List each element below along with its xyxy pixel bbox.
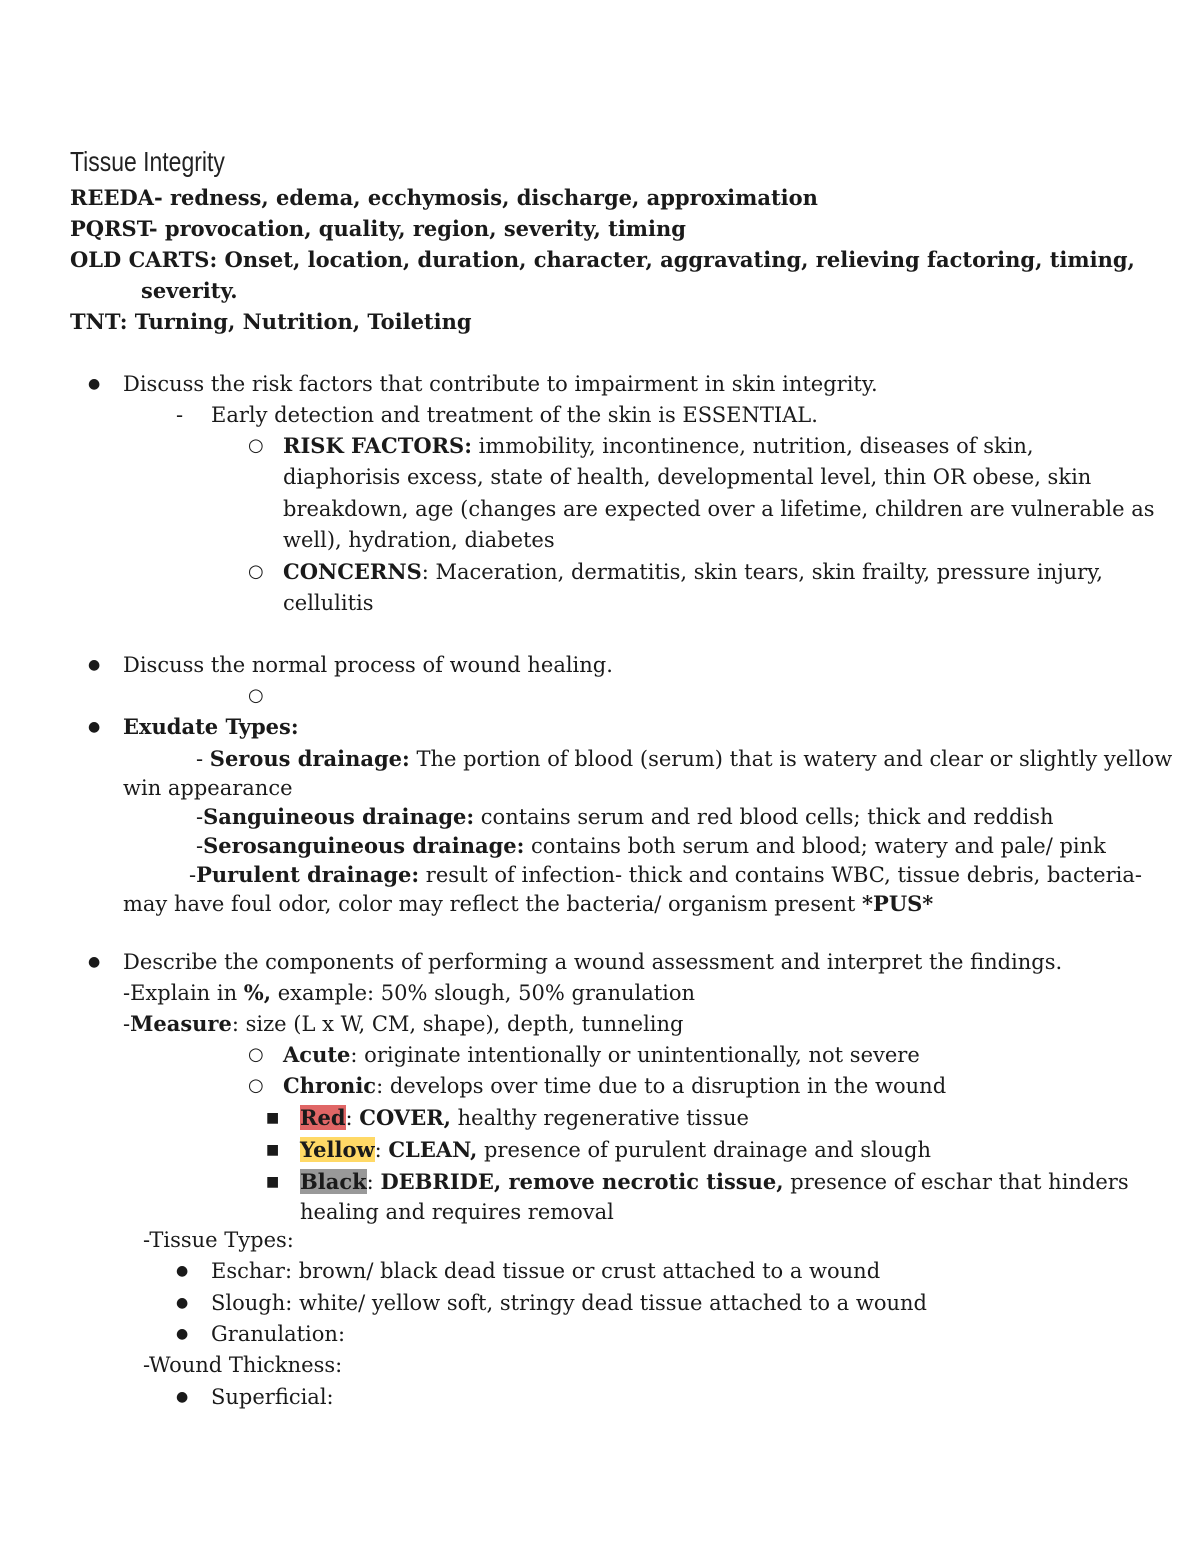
yellow-line xyxy=(300,1137,931,1163)
measure-prefix: - xyxy=(123,1012,131,1036)
black-action: DEBRIDE, remove necrotic tissue, xyxy=(380,1169,784,1194)
wound-thickness-heading: -Wound Thickness: xyxy=(143,1353,343,1377)
purulent-label: Purulent drainage: xyxy=(196,862,420,887)
bullet-icon: ● xyxy=(176,1326,189,1342)
purulent-line-2 xyxy=(123,891,933,917)
sanguineous-line xyxy=(196,804,1054,830)
square-bullet-icon: ■ xyxy=(266,1142,280,1158)
percent-label: %, xyxy=(243,980,272,1005)
concerns-line xyxy=(283,559,1103,585)
square-bullet-icon: ■ xyxy=(266,1174,280,1190)
chronic-line xyxy=(283,1073,946,1099)
square-bullet-icon: ■ xyxy=(266,1110,280,1126)
sanguineous-label: Sanguineous drainage: xyxy=(203,804,475,829)
risk-factors-text: immobility, incontinence, nutrition, diseases of skin, xyxy=(471,434,1034,458)
concerns-text: : Maceration, dermatitis, skin tears, skin frailty, pressure injury, xyxy=(421,560,1103,584)
bullet-icon: ● xyxy=(88,719,101,735)
black-sep: : xyxy=(366,1170,381,1194)
risk-factors-line xyxy=(283,433,1034,459)
red-highlight-label: Red xyxy=(300,1105,346,1130)
acute-text: : originate intentionally or unintentionally, not severe xyxy=(350,1043,920,1067)
circle-bullet-icon: ○ xyxy=(248,1044,264,1065)
acute-line xyxy=(283,1042,920,1068)
bullet-icon: ● xyxy=(176,1389,189,1405)
risk-factors-label: RISK FACTORS: xyxy=(283,433,472,458)
black-text: presence of eschar that hinders xyxy=(783,1170,1129,1194)
yellow-sep: : xyxy=(374,1138,389,1162)
circle-bullet-icon: ○ xyxy=(248,435,264,456)
measure-label: Measure xyxy=(130,1011,232,1036)
purulent-text-2: may have foul odor, color may reflect the bacteria/ organism present xyxy=(123,892,863,916)
serosanguineous-line xyxy=(196,833,1106,859)
bullet-icon: ● xyxy=(88,376,101,392)
measure-line xyxy=(123,1011,683,1037)
serosanguineous-text: contains both serum and blood; watery and pale/ pink xyxy=(524,834,1106,858)
black-highlight-label: Black xyxy=(300,1169,367,1194)
assessment-bullet-text: Describe the components of performing a wound assessment and interpret the findings. xyxy=(123,950,1063,974)
exudate-heading: Exudate Types: xyxy=(123,714,299,739)
black-line xyxy=(300,1169,1129,1195)
early-detection-text: Early detection and treatment of the skin is ESSENTIAL. xyxy=(211,403,818,427)
dash-marker: - xyxy=(176,403,184,427)
chronic-text: : develops over time due to a disruption in the wound xyxy=(376,1074,947,1098)
bullet-icon: ● xyxy=(176,1263,189,1279)
bullet-icon: ● xyxy=(88,657,101,673)
red-text: healthy regenerative tissue xyxy=(450,1106,749,1130)
serous-line-2: win appearance xyxy=(123,776,293,800)
chronic-label: Chronic xyxy=(283,1073,377,1098)
sanguineous-text: contains serum and red blood cells; thick and reddish xyxy=(474,805,1054,829)
bullet-icon: ● xyxy=(88,954,101,970)
pqrst-line: PQRST- provocation, quality, region, severity, timing xyxy=(70,216,686,241)
circle-bullet-icon: ○ xyxy=(248,685,264,706)
circle-bullet-icon: ○ xyxy=(248,1075,264,1096)
red-action: COVER, xyxy=(359,1105,451,1130)
purulent-text: result of infection- thick and contains WBC, tissue debris, bacteria- xyxy=(419,863,1142,887)
sang-prefix: - xyxy=(196,805,204,829)
explain-prefix: -Explain in xyxy=(123,981,244,1005)
risk-factors-line-2: diaphorisis excess, state of health, developmental level, thin OR obese, skin xyxy=(283,465,1092,489)
granulation-text: Granulation: xyxy=(211,1322,346,1346)
oldcarts-line: OLD CARTS: Onset, location, duration, character, aggravating, relieving factoring, timing, xyxy=(70,247,1135,272)
red-sep: : xyxy=(345,1106,360,1130)
red-line xyxy=(300,1105,749,1131)
serous-prefix: - xyxy=(196,747,210,771)
black-line-2: healing and requires removal xyxy=(300,1200,614,1224)
yellow-action: CLEAN, xyxy=(388,1137,478,1162)
pus-label: *PUS* xyxy=(862,891,934,916)
explain-text: example: 50% slough, 50% granulation xyxy=(271,981,696,1005)
circle-bullet-icon: ○ xyxy=(248,561,264,582)
serous-label: Serous drainage: xyxy=(209,746,410,771)
tissue-types-heading: -Tissue Types: xyxy=(143,1228,294,1252)
concerns-label: CONCERNS xyxy=(283,559,422,584)
slough-text: Slough: white/ yellow soft, stringy dead tissue attached to a wound xyxy=(211,1291,927,1315)
oldcarts-line-cont: severity. xyxy=(141,278,238,303)
reeda-line: REEDA- redness, edema, ecchymosis, discharge, approximation xyxy=(70,185,818,210)
explain-line xyxy=(123,980,695,1006)
risk-factors-line-4: well), hydration, diabetes xyxy=(283,528,555,552)
tnt-line: TNT: Turning, Nutrition, Toileting xyxy=(70,309,472,334)
serous-line xyxy=(196,746,1172,772)
superficial-text: Superficial: xyxy=(211,1385,334,1409)
serosanguineous-label: Serosanguineous drainage: xyxy=(203,833,525,858)
seros-prefix: - xyxy=(196,834,204,858)
concerns-line-2: cellulitis xyxy=(283,591,374,615)
measure-text: : size (L x W, CM, shape), depth, tunneling xyxy=(231,1012,684,1036)
bullet-icon: ● xyxy=(176,1295,189,1311)
serous-text: The portion of blood (serum) that is watery and clear or slightly yellow xyxy=(409,747,1173,771)
risk-bullet-text: Discuss the risk factors that contribute to impairment in skin integrity. xyxy=(123,372,878,396)
healing-bullet-text: Discuss the normal process of wound healing. xyxy=(123,653,613,677)
acute-label: Acute xyxy=(283,1042,351,1067)
eschar-text: Eschar: brown/ black dead tissue or crust attached to a wound xyxy=(211,1259,881,1283)
pur-prefix: - xyxy=(189,863,197,887)
yellow-highlight-label: Yellow xyxy=(300,1137,375,1162)
page-title: Tissue Integrity xyxy=(70,146,225,177)
purulent-line xyxy=(189,862,1142,888)
risk-factors-line-3: breakdown, age (changes are expected over a lifetime, children are vulnerable as xyxy=(283,497,1155,521)
yellow-text: presence of purulent drainage and slough xyxy=(477,1138,931,1162)
